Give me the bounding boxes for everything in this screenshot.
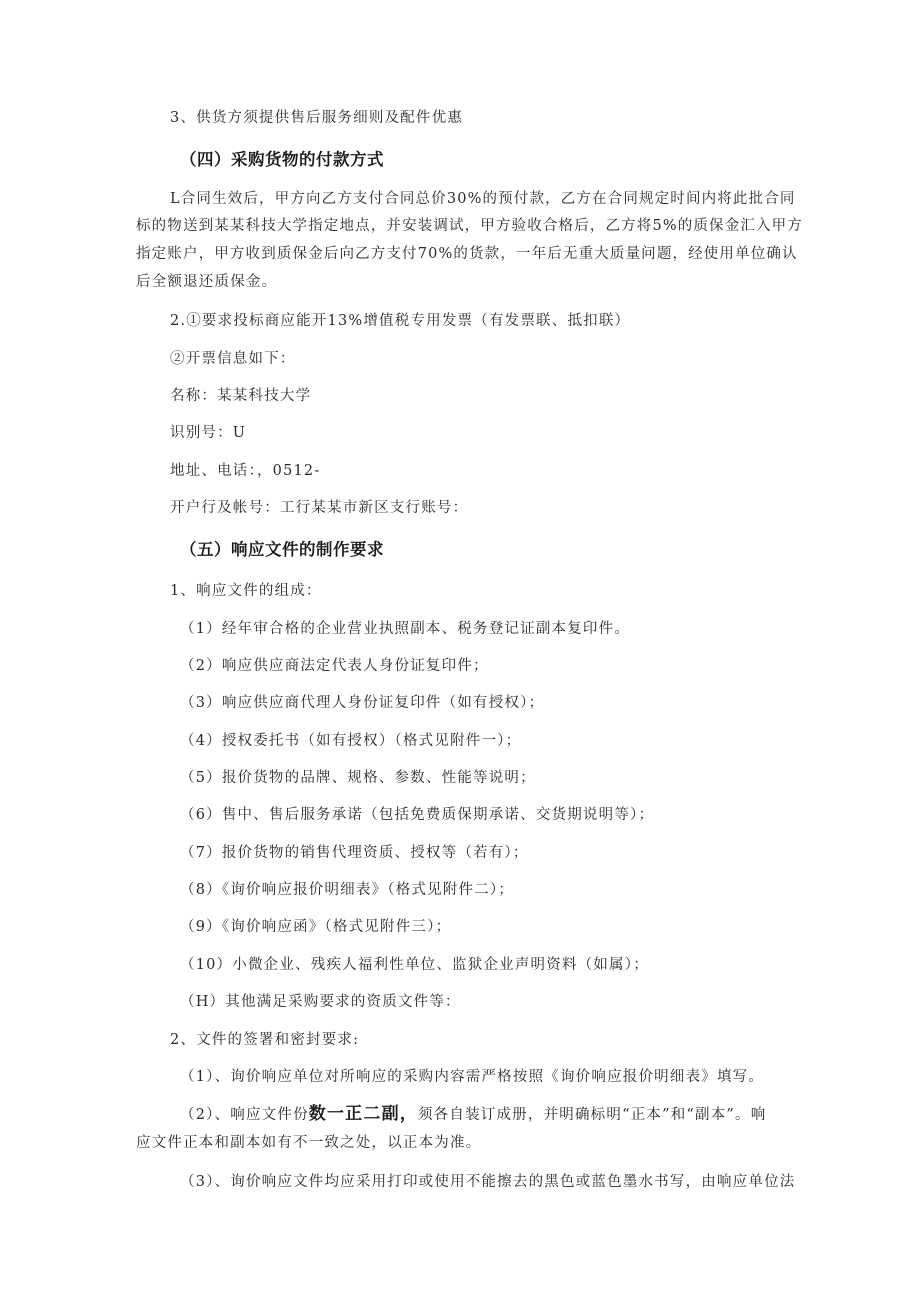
invoice-requirement: 2.①要求投标商应能开13%增值税专用发票（有发票联、抵扣联）: [170, 313, 631, 329]
invoice-address-phone: 地址、电话：，0512-: [170, 463, 321, 479]
list-item: （H）其他满足采购要求的资质文件等：: [180, 994, 461, 1010]
list-item: （1）经年审合格的企业营业执照副本、税务登记证副本复印件。: [180, 621, 631, 637]
list-item: （2）响应供应商法定代表人身份证复印件；: [180, 658, 489, 674]
list-item: （4）授权委托书（如有授权）（格式见附件一）；: [180, 733, 522, 749]
invoice-bank-account: 开户行及帐号：工行某某市新区支行账号：: [170, 500, 469, 516]
invoice-info-label: ②开票信息如下：: [170, 351, 296, 367]
section-heading-response-docs: （五）响应文件的制作要求: [180, 540, 384, 559]
after-sales-requirement: 3、供货方须提供售后服务细则及配件优惠: [170, 110, 464, 126]
copies-text-suffix: 须各自装订成册，并明确标明“正本”和“副本”。响: [417, 1107, 767, 1123]
payment-paragraph-line-4: 后全额退还质保金。: [136, 274, 278, 290]
list-item: （3）响应供应商代理人身份证复印件（如有授权）；: [180, 695, 545, 711]
payment-paragraph-line-3: 指定账户，甲方收到质保金后向乙方支付70%的货款，一年后无重大质量问题，经使用单位确认: [136, 246, 798, 262]
copies-count-emphasis: 数一正二副，: [308, 1104, 418, 1124]
list-item: （8）《询价响应报价明细表》（格式见附件二）；: [180, 882, 515, 898]
signing-item-2-line-1: [180, 1104, 766, 1125]
invoice-name: 名称：某某科技大学: [170, 388, 312, 404]
list-item: （6）售中、售后服务承诺（包括免费质保期承诺、交货期说明等）；: [180, 807, 655, 823]
signing-item-3: （3）、询价响应文件均应采用打印或使用不能擦去的黑色或蓝色墨水书写，由响应单位法: [180, 1174, 796, 1190]
list-item: （10）小微企业、残疾人福利性单位、监狱企业声明资料（如属）；: [180, 957, 649, 973]
payment-paragraph-line-2: 标的物送到某某科技大学指定地点，并安装调试，甲方验收合格后，乙方将5%的质保金汇入甲方: [136, 218, 803, 234]
list-item: （7）报价货物的销售代理资质、授权等（若有）；: [180, 845, 529, 861]
section-heading-payment: （四）采购货物的付款方式: [180, 150, 384, 169]
payment-paragraph-line-1: L合同生效后，甲方向乙方支付合同总价30%的预付款，乙方在合同规定时间内将此批合同: [170, 191, 796, 207]
composition-heading: 1、响应文件的组成：: [170, 583, 322, 599]
signing-item-1: （1）、询价响应单位对所响应的采购内容需严格按照《询价响应报价明细表》填写。: [180, 1069, 765, 1085]
invoice-tax-id: 识别号：U: [170, 425, 247, 441]
copies-text-prefix: （2）、响应文件份: [180, 1107, 309, 1123]
signing-item-2-line-2: 应文件正本和副本如有不一致之处，以正本为准。: [136, 1135, 482, 1151]
signing-sealing-heading: 2、文件的签署和密封要求:: [170, 1032, 360, 1048]
list-item: （9）《询价响应函》（格式见附件三）；: [180, 919, 452, 935]
list-item: （5）报价货物的品牌、规格、参数、性能等说明；: [180, 770, 536, 786]
